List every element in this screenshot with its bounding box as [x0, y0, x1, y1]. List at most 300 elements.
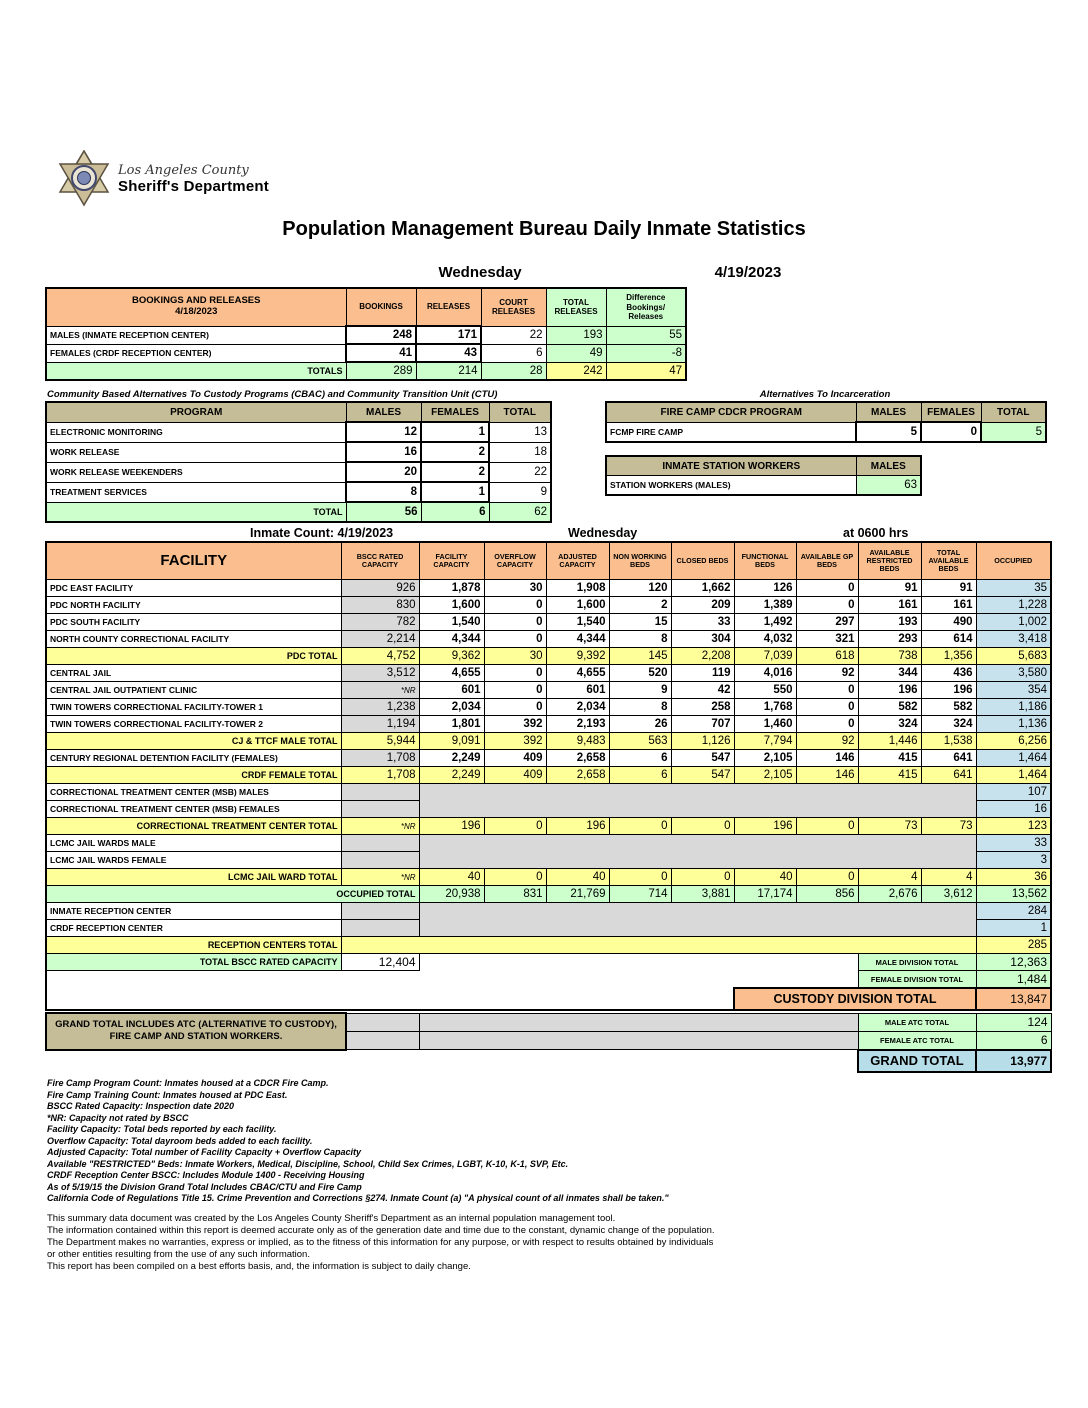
empty-cell — [346, 1031, 419, 1050]
spacer — [419, 954, 858, 971]
col-header-facility: FACILITY — [46, 542, 341, 580]
value-cell: 0 — [484, 818, 546, 835]
value-cell: 2,208 — [671, 648, 734, 665]
value-cell: 4,032 — [734, 631, 796, 648]
value-cell: 4,655 — [546, 665, 609, 682]
value-cell: 3,881 — [671, 886, 734, 903]
empty-cell — [419, 1031, 858, 1050]
value-cell: 36 — [976, 869, 1051, 886]
male-atc-total-label: MALE ATC TOTAL — [858, 1013, 976, 1031]
facility-row — [46, 784, 1051, 801]
table-row — [46, 482, 551, 502]
value-cell: 8 — [609, 631, 671, 648]
col-header-overflow: OVERFLOW CAPACITY — [484, 542, 546, 580]
bookings-releases-table — [45, 287, 687, 381]
value-cell: 196 — [734, 818, 796, 835]
row-label: CRDF FEMALE TOTAL — [46, 767, 341, 784]
value-cell: 284 — [976, 903, 1051, 920]
row-label: WORK RELEASE — [46, 442, 346, 462]
value-cell: 641 — [921, 767, 976, 784]
cbac-header-row — [46, 402, 551, 422]
value-cell: 258 — [671, 699, 734, 716]
table-row — [46, 442, 551, 462]
empty-cell — [341, 920, 419, 937]
footnote-line: Available "RESTRICTED" Beds: Inmate Workers, Medical, Discipline, School, Child Sex Crimes, LGBT, K-10, K-1, SVP, Etc. — [47, 1158, 569, 1169]
value-cell: 20 — [346, 462, 421, 482]
value-cell: 107 — [976, 784, 1051, 801]
female-division-total-label: FEMALE DIVISION TOTAL — [858, 971, 976, 989]
row-label: CJ & TTCF MALE TOTAL — [46, 733, 341, 750]
value-cell: 0 — [484, 614, 546, 631]
value-cell: 40 — [734, 869, 796, 886]
value-cell: 2,034 — [546, 699, 609, 716]
facility-row — [46, 903, 1051, 920]
value-cell: 2,249 — [419, 767, 484, 784]
value-cell: 297 — [796, 614, 858, 631]
facility-row — [46, 682, 1051, 699]
value-cell: 714 — [609, 886, 671, 903]
female-atc-total-label: FEMALE ATC TOTAL — [858, 1031, 976, 1050]
totals-label: TOTALS — [46, 362, 346, 380]
col-header-males: MALES — [346, 402, 421, 422]
value-cell: 4,655 — [419, 665, 484, 682]
value-cell: 1,492 — [734, 614, 796, 631]
value-cell: 145 — [609, 648, 671, 665]
value-cell: 0 — [671, 818, 734, 835]
row-label: FCMP FIRE CAMP — [606, 422, 856, 442]
row-label: CENTRAL JAIL OUTPATIENT CLINIC — [46, 682, 341, 699]
col-header-males: MALES — [856, 456, 921, 476]
bookings-date: 4/18/2023 — [175, 306, 218, 318]
value-cell: 91 — [921, 580, 976, 597]
row-label: CORRECTIONAL TREATMENT CENTER TOTAL — [46, 818, 341, 835]
value-cell: 0 — [484, 699, 546, 716]
row-label: INMATE RECEPTION CENTER — [46, 903, 341, 920]
value-cell: 4 — [921, 869, 976, 886]
value-cell: 146 — [796, 750, 858, 767]
value-cell: 73 — [921, 818, 976, 835]
value-cell: 1 — [421, 422, 489, 442]
value-cell: 55 — [606, 326, 686, 344]
value-cell: 2,193 — [546, 716, 609, 733]
value-cell: 831 — [484, 886, 546, 903]
row-label: ELECTRONIC MONITORING — [46, 422, 346, 442]
empty-cell — [341, 852, 419, 869]
value-cell: 707 — [671, 716, 734, 733]
facility-row — [46, 716, 1051, 733]
subtotal-row — [46, 818, 1051, 835]
footnote-line: Fire Camp Training Count: Inmates housed at PDC East. — [47, 1089, 288, 1100]
value-cell: 490 — [921, 614, 976, 631]
value-cell: 1,389 — [734, 597, 796, 614]
value-cell: 782 — [341, 614, 419, 631]
value-cell: 28 — [481, 362, 546, 380]
value-cell: 392 — [484, 716, 546, 733]
value-cell: 618 — [796, 648, 858, 665]
value-cell: 30 — [484, 580, 546, 597]
value-cell: 41 — [346, 344, 416, 362]
col-header-functional: FUNCTIONAL BEDS — [734, 542, 796, 580]
value-cell: 47 — [606, 362, 686, 380]
inmate-count-table — [45, 541, 1052, 1011]
value-cell: 3,580 — [976, 665, 1051, 682]
logo-department-text: Sheriff's Department — [118, 178, 269, 195]
value-cell: 16 — [976, 801, 1051, 818]
value-cell: 171 — [416, 326, 481, 344]
fire-camp-table — [605, 401, 1047, 443]
row-label: OCCUPIED TOTAL — [46, 886, 419, 903]
value-cell: 641 — [921, 750, 976, 767]
grand-total-table — [45, 1012, 1052, 1073]
not-applicable-cell — [419, 903, 976, 937]
custody-division-total-value: 13,847 — [976, 988, 1051, 1010]
value-cell: 161 — [921, 597, 976, 614]
empty-cell — [341, 937, 976, 954]
logo — [58, 150, 269, 208]
totals-row — [46, 362, 686, 380]
subtotal-row — [46, 767, 1051, 784]
value-cell: 1,002 — [976, 614, 1051, 631]
col-header-nonworking: NON WORKING BEDS — [609, 542, 671, 580]
value-cell: 193 — [546, 326, 606, 344]
col-header-total-releases: TOTAL RELEASES — [546, 288, 606, 326]
value-cell: 1,878 — [419, 580, 484, 597]
value-cell: 321 — [796, 631, 858, 648]
footnote-line: Overflow Capacity: Total dayroom beds added to each facility. — [47, 1135, 313, 1146]
footnote-line: Fire Camp Program Count: Inmates housed at a CDCR Fire Camp. — [47, 1078, 329, 1088]
row-label: MALES (INMATE RECEPTION CENTER) — [46, 326, 346, 344]
facility-row — [46, 614, 1051, 631]
value-cell: 40 — [546, 869, 609, 886]
value-cell: 324 — [921, 716, 976, 733]
grand-total-note: GRAND TOTAL INCLUDES ATC (ALTERNATIVE TO CUSTODY), FIRE CAMP AND STATION WORKERS. — [46, 1013, 346, 1050]
totals-row — [46, 502, 551, 522]
value-cell: 2,105 — [734, 750, 796, 767]
row-label: RECEPTION CENTERS TOTAL — [46, 937, 341, 954]
col-header-restricted: AVAILABLE RESTRICTED BEDS — [858, 542, 921, 580]
division-total-row — [46, 971, 1051, 989]
row-label: CENTRAL JAIL — [46, 665, 341, 682]
occupied-total-row — [46, 886, 1051, 903]
empty-cell — [341, 784, 419, 801]
male-division-total-label: MALE DIVISION TOTAL — [858, 954, 976, 971]
value-cell: 9,091 — [419, 733, 484, 750]
value-cell: 563 — [609, 733, 671, 750]
col-header-closed: CLOSED BEDS — [671, 542, 734, 580]
col-header-occupied: OCCUPIED — [976, 542, 1051, 580]
spacer — [346, 1050, 419, 1072]
row-label: TOTAL BSCC RATED CAPACITY — [46, 954, 341, 971]
report-day: Wednesday — [438, 264, 522, 281]
value-cell: 5 — [856, 422, 921, 442]
value-cell: 0 — [484, 869, 546, 886]
value-cell: 1,600 — [546, 597, 609, 614]
bookings-title: BOOKINGS AND RELEASES — [132, 295, 261, 307]
empty-cell — [346, 1013, 419, 1031]
value-cell: 120 — [609, 580, 671, 597]
value-cell: 9,392 — [546, 648, 609, 665]
value-cell: 0 — [609, 818, 671, 835]
empty-cell — [341, 835, 419, 852]
disclaimer — [47, 1213, 715, 1273]
value-cell: 344 — [858, 665, 921, 682]
value-cell: 324 — [858, 716, 921, 733]
disclaimer-line: or other entities resulting from the use of any such information. — [47, 1249, 310, 1260]
custody-division-total-label: CUSTODY DIVISION TOTAL — [734, 988, 976, 1010]
value-cell: 1,464 — [976, 767, 1051, 784]
value-cell: 16 — [346, 442, 421, 462]
col-header-releases: RELEASES — [416, 288, 481, 326]
value-cell: 415 — [858, 767, 921, 784]
value-cell: 161 — [858, 597, 921, 614]
value-cell: 550 — [734, 682, 796, 699]
inmate-count-day: Wednesday — [568, 526, 638, 540]
empty-cell — [341, 801, 419, 818]
value-cell: 214 — [416, 362, 481, 380]
row-label: CORRECTIONAL TREATMENT CENTER (MSB) FEMALES — [46, 801, 341, 818]
value-cell: 0 — [609, 869, 671, 886]
male-division-total-value: 12,363 — [976, 954, 1051, 971]
value-cell: 30 — [484, 648, 546, 665]
cbac-section-title: Community Based Alternatives To Custody Programs (CBAC) and Community Transition Unit (CTU) — [47, 389, 498, 400]
value-cell: 0 — [796, 716, 858, 733]
col-header-program: PROGRAM — [46, 402, 346, 422]
station-workers-table — [605, 455, 922, 496]
value-cell: 0 — [484, 631, 546, 648]
value-cell: 17,174 — [734, 886, 796, 903]
value-cell: 9 — [609, 682, 671, 699]
footnote-line: Facility Capacity: Total beds reported by each facility. — [47, 1124, 277, 1134]
value-cell: 547 — [671, 767, 734, 784]
value-cell: 293 — [858, 631, 921, 648]
facility-row — [46, 750, 1051, 767]
value-cell: 2 — [421, 442, 489, 462]
row-label: CRDF RECEPTION CENTER — [46, 920, 341, 937]
grand-total-label: GRAND TOTAL — [858, 1050, 976, 1072]
value-cell: 0 — [484, 665, 546, 682]
value-cell: 436 — [921, 665, 976, 682]
value-cell: 7,794 — [734, 733, 796, 750]
value-cell: 196 — [858, 682, 921, 699]
row-label: STATION WORKERS (MALES) — [606, 476, 856, 496]
value-cell: 92 — [796, 665, 858, 682]
value-cell: 0 — [796, 682, 858, 699]
footnote-line: California Code of Regulations Title 15. Crime Prevention and Corrections §274. Inmate Count (a) "A physical count of all inmates shall be taken." — [47, 1193, 669, 1203]
station-workers-header-row — [606, 456, 921, 476]
value-cell: 8 — [609, 699, 671, 716]
empty-cell — [341, 903, 419, 920]
value-cell: 3,418 — [976, 631, 1051, 648]
value-cell: 1,136 — [976, 716, 1051, 733]
logo-text — [118, 163, 269, 195]
value-cell: 248 — [346, 326, 416, 344]
custody-division-total-row — [46, 988, 1051, 1010]
value-cell: 4,752 — [341, 648, 419, 665]
male-atc-total-value: 124 — [976, 1013, 1051, 1031]
value-cell: 119 — [671, 665, 734, 682]
spacer — [46, 1050, 346, 1072]
footnote-line: *NR: Capacity not rated by BSCC — [47, 1112, 189, 1123]
value-cell: 285 — [976, 937, 1051, 954]
value-cell: 1,540 — [419, 614, 484, 631]
value-cell: 56 — [346, 502, 421, 522]
spacer — [419, 1050, 858, 1072]
value-cell: 20,938 — [419, 886, 484, 903]
value-cell: 22 — [481, 326, 546, 344]
value-cell: 63 — [856, 476, 921, 496]
value-cell: 409 — [484, 750, 546, 767]
grand-total-row — [46, 1050, 1051, 1072]
value-cell: 6,256 — [976, 733, 1051, 750]
value-cell: 1,600 — [419, 597, 484, 614]
col-header-gp: AVAILABLE GP BEDS — [796, 542, 858, 580]
value-cell: 42 — [671, 682, 734, 699]
value-cell: 9,483 — [546, 733, 609, 750]
row-label: LCMC JAIL WARD TOTAL — [46, 869, 341, 886]
value-cell: 2,658 — [546, 767, 609, 784]
value-cell: 33 — [671, 614, 734, 631]
col-header-facility-capacity: FACILITY CAPACITY — [419, 542, 484, 580]
female-division-total-value: 1,484 — [976, 971, 1051, 989]
table-row — [46, 462, 551, 482]
value-cell: 1,540 — [546, 614, 609, 631]
value-cell: *NR — [341, 682, 419, 699]
facility-row — [46, 699, 1051, 716]
value-cell: -8 — [606, 344, 686, 362]
value-cell: 2,034 — [419, 699, 484, 716]
row-label: LCMC JAIL WARDS FEMALE — [46, 852, 341, 869]
grand-total-value: 13,977 — [976, 1050, 1051, 1072]
table-row — [46, 1013, 1051, 1031]
col-header-females: FEMALES — [921, 402, 981, 422]
value-cell: 926 — [341, 580, 419, 597]
value-cell: 0 — [484, 597, 546, 614]
value-cell: 1 — [976, 920, 1051, 937]
value-cell: 1,708 — [341, 767, 419, 784]
row-label: CENTURY REGIONAL DETENTION FACILITY (FEMALES) — [46, 750, 341, 767]
value-cell: 146 — [796, 767, 858, 784]
bookings-title-cell — [46, 288, 346, 326]
value-cell: 9,362 — [419, 648, 484, 665]
value-cell: 547 — [671, 750, 734, 767]
table-row — [606, 476, 921, 496]
row-label: PDC SOUTH FACILITY — [46, 614, 341, 631]
value-cell: 409 — [484, 767, 546, 784]
value-cell: 354 — [976, 682, 1051, 699]
col-header-available: TOTAL AVAILABLE BEDS — [921, 542, 976, 580]
value-cell: 614 — [921, 631, 976, 648]
col-header-fire-camp: FIRE CAMP CDCR PROGRAM — [606, 402, 856, 422]
row-label: PDC TOTAL — [46, 648, 341, 665]
value-cell: 601 — [546, 682, 609, 699]
spacer — [46, 988, 419, 1010]
subtotal-row — [46, 733, 1051, 750]
value-cell: 1,768 — [734, 699, 796, 716]
col-header-station-workers: INMATE STATION WORKERS — [606, 456, 856, 476]
value-cell: 3,612 — [921, 886, 976, 903]
value-cell: 12,404 — [341, 954, 419, 971]
row-label: TWIN TOWERS CORRECTIONAL FACILITY-TOWER 1 — [46, 699, 341, 716]
inmate-count-caption: Inmate Count: 4/19/2023 — [250, 526, 394, 540]
main-header-row — [46, 542, 1051, 580]
value-cell: 4,344 — [546, 631, 609, 648]
value-cell: 1,801 — [419, 716, 484, 733]
value-cell: 123 — [976, 818, 1051, 835]
facility-row — [46, 835, 1051, 852]
value-cell: 1,356 — [921, 648, 976, 665]
cbac-table — [45, 401, 552, 523]
value-cell: 126 — [734, 580, 796, 597]
value-cell: 13 — [489, 422, 551, 442]
value-cell: 415 — [858, 750, 921, 767]
col-header-total: TOTAL — [981, 402, 1046, 422]
value-cell: 830 — [341, 597, 419, 614]
disclaimer-line: The information contained within this report is deemed accurate only as of the generation date and time due to the constant, dynamic change of the population. — [47, 1225, 715, 1236]
value-cell: 209 — [671, 597, 734, 614]
value-cell: 601 — [419, 682, 484, 699]
facility-row — [46, 631, 1051, 648]
value-cell: 196 — [921, 682, 976, 699]
col-header-difference: Difference Bookings/ Releases — [606, 288, 686, 326]
value-cell: 196 — [419, 818, 484, 835]
subtotal-row — [46, 648, 1051, 665]
footnote-line: As of 5/19/15 the Division Grand Total Includes CBAC/CTU and Fire Camp — [47, 1181, 362, 1192]
disclaimer-line: This summary data document was created by the Los Angeles County Sheriff's Department as an internal population management tool. — [47, 1213, 616, 1224]
spacer — [419, 988, 734, 1010]
value-cell: 13,562 — [976, 886, 1051, 903]
col-header-bookings: BOOKINGS — [346, 288, 416, 326]
ati-section-title: Alternatives To Incarceration — [759, 389, 891, 400]
bookings-header-row — [46, 288, 686, 326]
value-cell: *NR — [341, 818, 419, 835]
value-cell: 40 — [419, 869, 484, 886]
value-cell: 1,464 — [976, 750, 1051, 767]
col-header-adjusted: ADJUSTED CAPACITY — [546, 542, 609, 580]
value-cell: 1,194 — [341, 716, 419, 733]
fire-camp-header-row — [606, 402, 1046, 422]
spacer — [46, 971, 419, 989]
row-label: WORK RELEASE WEEKENDERS — [46, 462, 346, 482]
value-cell: 49 — [546, 344, 606, 362]
value-cell: 2,676 — [858, 886, 921, 903]
table-row — [606, 422, 1046, 442]
value-cell: 6 — [609, 750, 671, 767]
value-cell: 2,214 — [341, 631, 419, 648]
spacer — [419, 971, 858, 989]
row-label: FEMALES (CRDF RECEPTION CENTER) — [46, 344, 346, 362]
page-title: Population Management Bureau Daily Inmate Statistics — [282, 218, 806, 240]
empty-cell — [419, 1013, 858, 1031]
value-cell: 0 — [796, 699, 858, 716]
report-date: 4/19/2023 — [714, 264, 782, 281]
value-cell: 0 — [796, 580, 858, 597]
value-cell: 15 — [609, 614, 671, 631]
row-label: TWIN TOWERS CORRECTIONAL FACILITY-TOWER 2 — [46, 716, 341, 733]
sheriff-star-badge-icon — [58, 150, 110, 208]
value-cell: 12 — [346, 422, 421, 442]
value-cell: 35 — [976, 580, 1051, 597]
female-atc-total-value: 6 — [976, 1031, 1051, 1050]
value-cell: *NR — [341, 869, 419, 886]
value-cell: 3 — [976, 852, 1051, 869]
footnote-line: Adjusted Capacity: Total number of Facility Capacity + Overflow Capacity — [47, 1147, 361, 1157]
table-row — [46, 326, 686, 344]
col-header-males: MALES — [856, 402, 921, 422]
value-cell: 0 — [484, 682, 546, 699]
value-cell: 1,126 — [671, 733, 734, 750]
value-cell: 1,228 — [976, 597, 1051, 614]
value-cell: 6 — [421, 502, 489, 522]
